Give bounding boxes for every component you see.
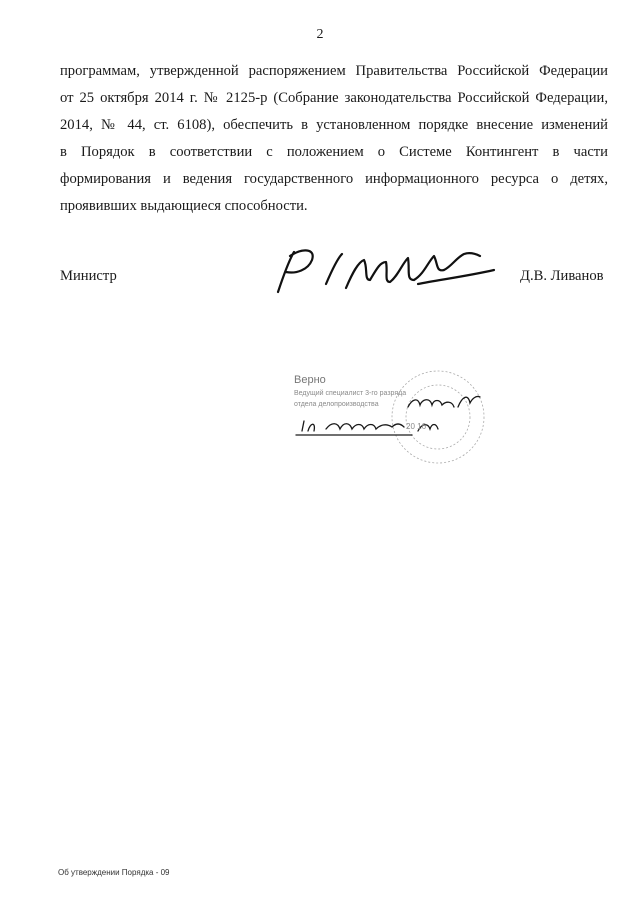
body-line: в Порядок в соответствии с положением о Системе Контингент в части bbox=[60, 144, 608, 160]
stamp-date-suffix: 20 16 bbox=[406, 422, 427, 431]
handwritten-signature bbox=[268, 240, 500, 300]
signer-name: Д.В. Ливанов bbox=[520, 268, 604, 284]
stamp-department-line: отдела делопроизводства bbox=[294, 401, 379, 408]
body-line: от 25 октября 2014 г. № 2125-р (Собрание законодательства Российской Федерации, bbox=[60, 90, 608, 106]
stamp-position-line: Ведущий специалист 3-го разряда bbox=[294, 390, 407, 397]
signer-title: Министр bbox=[60, 268, 117, 284]
footer-document-reference: Об утверждении Порядка - 09 bbox=[58, 868, 170, 877]
body-line: проявивших выдающиеся способности. bbox=[60, 198, 308, 214]
certification-stamp bbox=[280, 365, 500, 475]
body-line: программам, утвержденной распоряжением Правительства Российской Федерации bbox=[60, 63, 608, 79]
page-number: 2 bbox=[316, 27, 324, 42]
body-line: формирования и ведения государственного информационного ресурса о детях, bbox=[60, 171, 608, 187]
body-line: 2014, № 44, ст. 6108), обеспечить в установленном порядке внесение изменений bbox=[60, 117, 608, 133]
signature-block bbox=[0, 240, 640, 310]
stamp-title: Верно bbox=[294, 374, 326, 386]
body-text bbox=[60, 58, 608, 220]
